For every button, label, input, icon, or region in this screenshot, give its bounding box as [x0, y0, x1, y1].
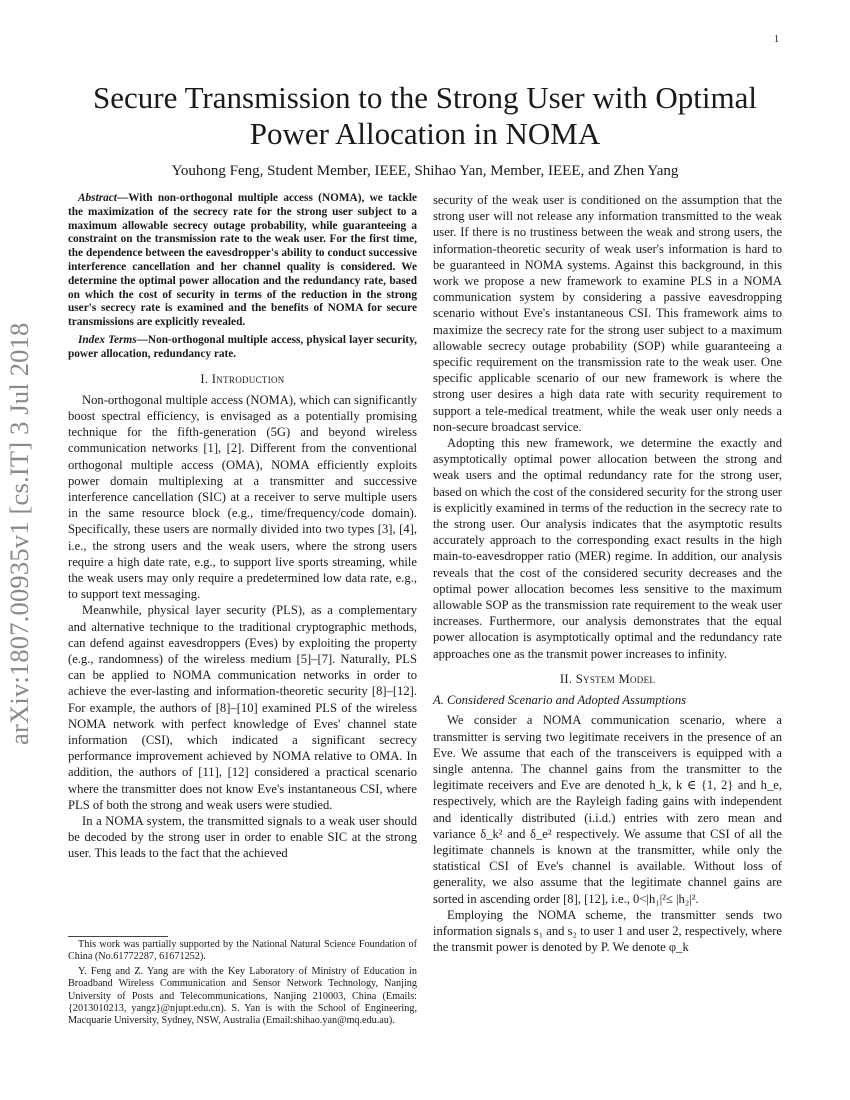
index-terms-text: —Non-orthogonal multiple access, physical layer security, power allocation, redundancy rate.	[68, 333, 417, 360]
footnote-affiliations: Y. Feng and Z. Yang are with the Key Laboratory of Ministry of Education in Broadband Wireless Communication and Sensor Network Technology, Nanjing University of Posts and Telecommunications, Nanjing 210003, China (Emails: {2013010213, yangz}@njupt.edu.cn). S. Yan is with the School of Engineering, Macquarie University, Sydney, NSW, Australia (Email:shihao.yan@mq.edu.au).	[68, 965, 417, 1027]
footnotes	[68, 936, 417, 1028]
index-terms	[68, 334, 417, 362]
section-heading-introduction: I. Introduction	[200, 371, 285, 386]
paper-title: Secure Transmission to the Strong User with Optimal Power Allocation in NOMA	[93, 80, 757, 151]
abstract	[68, 192, 417, 330]
abstract-text: —With non-orthogonal multiple access (NOMA), we tackle the maximization of the secrecy rate for the strong user subject to a maximum allowable secrecy outage probability, while guaranteeing a constraint on the transmission rate to the weak user. For the first time, the dependence between the eavesdropper's ability to conduct successive interference cancellation and her channel quality is considered. We determine the optimal power allocation and the redundancy rate, based on which the cost of security in terms of the reduction in the strong user's secrecy rate is examined and the benefits of NOMA for secure transmissions are explicitly revealed.	[68, 192, 417, 329]
section-heading-system-model: II. System Model	[559, 671, 656, 686]
author-list: Youhong Feng, Student Member, IEEE, Shihao Yan, Member, IEEE, and Zhen Yang	[171, 163, 679, 179]
intro-continuation-paragraph: security of the weak user is conditioned on the assumption that the strong user will not release any information transmitted to the weak user. If there is no trustiness between the weak and strong users, the information-theoretic security of weak user's information is hard to be guaranteed in NOMA systems. Against this background, in this work we propose a new framework to examine PLS in a NOMA communication system by considering a passive eavesdropping scenario without Eve's instantaneous CSI. This framework aims to maximize the secrecy rate for the strong user subject to a maximum allowable secrecy outage probability (SOP) while guaranteeing a specific requirement on the transmission rate to the weak user. One specific applicable scenario of our new framework is where the strong user desires a high data rate with security requirement to support a tele-medical treatment, while the weak user only needs a non-secure broadcast service.	[433, 193, 782, 434]
page-number: 1	[774, 34, 779, 45]
abstract-label: Abstract	[78, 192, 117, 204]
intro-paragraph-contributions: Adopting this new framework, we determine the exactly and asymptotically optimal power allocation between the strong and weak users and the optimal redundancy rate for the strong user, based on which the cost of the considered security for the strong user is explicitly examined in terms of the reduction in the secrecy rate to the strong user. Our analysis indicates that the asymptotic results accurately approach to the corresponding exact results in the high main-to-eavesdropper ratio (MER) regime. In addition, our analysis reveals that the cost of the considered security decreases and the optimal power allocation becomes less sensitive to the maximum allowable SOP as the transmission rate requirement to the weak user increases. Furthermore, our analysis demonstrates that the equal power allocation is asymptotically optimal and the redundancy rate approaches one as the transmit power increases to infinity.	[433, 436, 782, 661]
footnote-funding: This work was partially supported by the National Natural Science Foundation of China (No.61772287, 61671252).	[68, 939, 417, 963]
index-terms-label: Index Terms	[78, 333, 137, 346]
subsection-heading-scenario: A. Considered Scenario and Adopted Assumptions	[433, 693, 687, 708]
intro-paragraph-2: Meanwhile, physical layer security (PLS), as a complementary and alternative technique to the traditional cryptographic methods, can defend against eavesdroppers (Eves) by exploiting the property (e.g., randomness) of the wireless medium [5]–[7]. Naturally, PLS can be applied to NOMA communication networks in order to achieve the ever-lasting and information-theoretic security [8]–[12]. For example, the authors of [8]–[10] examined PLS of the wireless NOMA network with perfect knowledge of Eves' channel state information (CSI), which indicated a significant secrecy performance improvement achieved by NOMA relative to OMA. In addition, the authors of [11], [12] considered a practical scenario where the transmitter does not know Eve's instantaneous CSI, where PLS of both the strong and weak users were studied.	[68, 603, 417, 812]
footnote-rule	[68, 936, 168, 937]
intro-paragraph-3: In a NOMA system, the transmitted signals to a weak user should be decoded by the strong user in order to enable SIC at the strong user. This leads to the fact that the achieved	[68, 814, 417, 861]
arxiv-stamp: arXiv:1807.00935v1 [cs.IT] 3 Jul 2018	[4, 322, 34, 745]
intro-paragraph-1: Non-orthogonal multiple access (NOMA), which can significantly boost spectral efficiency, is envisaged as a potentially promising technique for the fifth-generation (5G) and beyond wireless communication networks [1], [2]. Different from the conventional orthogonal multiple access (OMA), NOMA efficiently exploits power domain multiplexing at a transmitter and successive interference cancellation (SIC) at a receiver to serve multiple users in the same resource block (e.g., time/frequency/code domain). Specifically, these users are normally divided into two types [3], [4], i.e., the strong users and the weak users, where the strong users require a high date rate, e.g., to support live sports streaming, while the weak users may only require a predetermined low data rate, e.g., to support text messaging.	[68, 392, 417, 602]
right-column	[433, 192, 782, 955]
system-model-paragraph-2: Employing the NOMA scheme, the transmitter sends two information signals s₁ and s₂ to user 1 and user 2, respectively, where the transmit power is denoted by P. We denote φ_k	[433, 907, 782, 955]
system-model-paragraph-1: We consider a NOMA communication scenario, where a transmitter is serving two legitimate receivers in the presence of an Eve. We assume that each of the transceivers is equipped with a single antenna. The channel gains from the transmitter to the legitimate receivers and Eve are denoted h_k, k ∈ {1, 2} and h_e, respectively, which are the Rayleigh fading gains with independent and identically distributed (i.i.d.) entries with zero mean and variance δ_k² and δ_e² respectively. We assume that CSI of all the legitimate channels is known at the transmitter, while only the statistical CSI of Eve's channel is available. Without loss of generality, we also assume that the legitimate channel gains are sorted in ascending order [8], [12], i.e., 0<|h₁|²≤ |h₂|².	[433, 713, 782, 906]
left-column	[68, 192, 417, 862]
